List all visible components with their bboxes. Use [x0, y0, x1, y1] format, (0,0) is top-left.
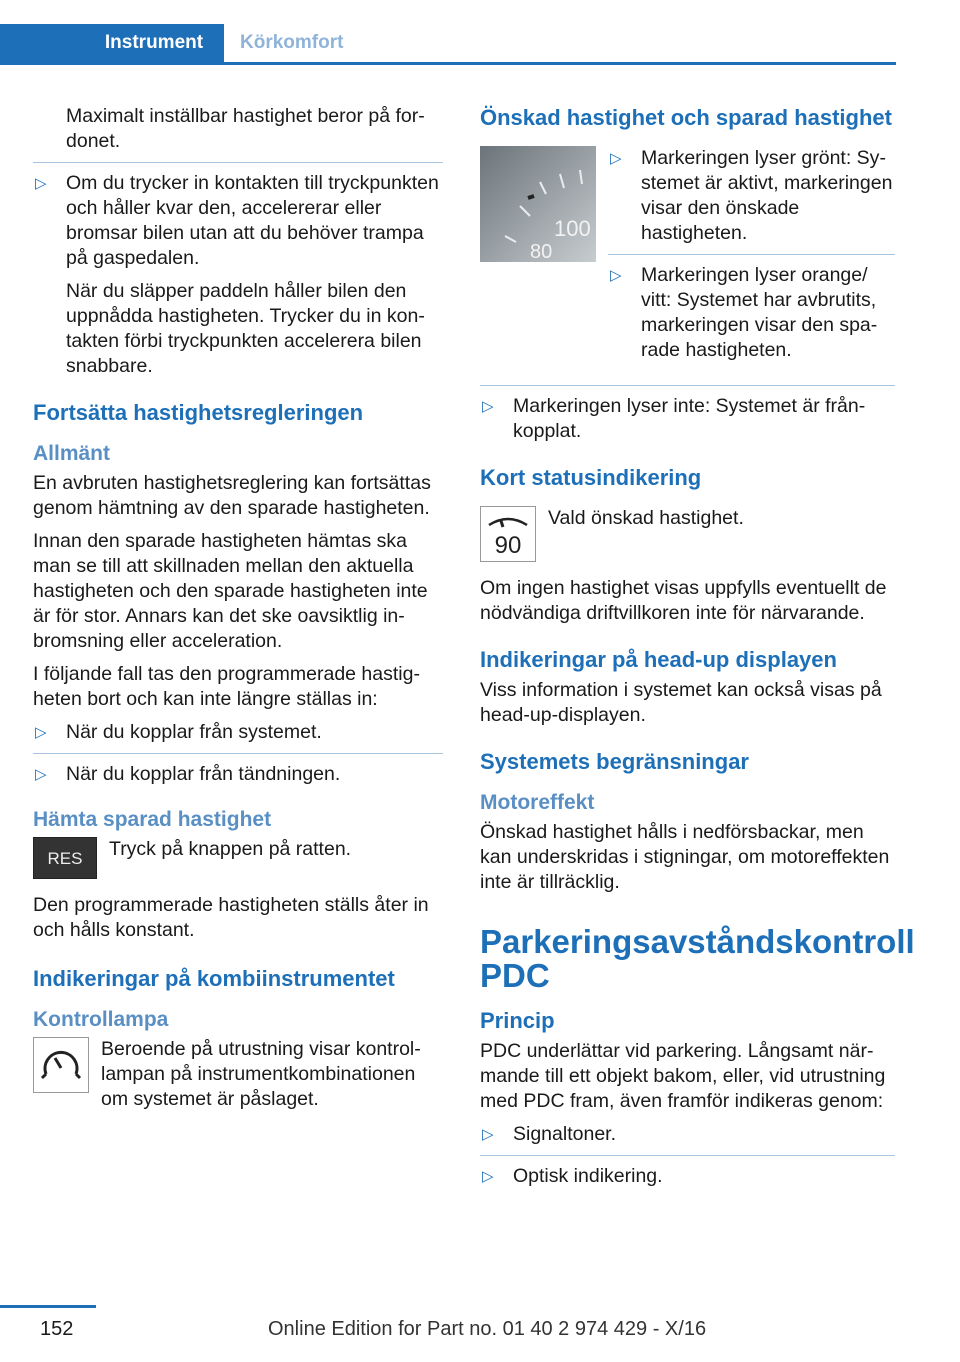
section-heading: Systemets begränsningar [480, 749, 749, 774]
chapter-heading: Parkeringsavståndskontroll PDC [480, 923, 915, 994]
gauge-label-100: 100 [554, 216, 591, 241]
section-heading: Princip [480, 1008, 555, 1033]
divider [608, 254, 895, 255]
section-heading: Kort statusindikering [480, 465, 702, 490]
footer-accent-line [0, 1305, 96, 1308]
paragraph: Beroende på utrustning visar kontrollampan på instrumentkombinationen om systemet är påslaget. [101, 1038, 421, 1110]
status-figure-row [480, 506, 895, 562]
tab-instrument[interactable]: Instrument [104, 32, 204, 53]
section-heading: Fortsätta hastighetsregleringen [33, 400, 364, 425]
bullet-item: ▷ Optisk indikering. [480, 1164, 895, 1189]
subsection-heading: Allmänt [33, 442, 111, 465]
section-heading: Indikeringar på head-up displayen [480, 647, 837, 672]
cruise-control-indicator-icon [33, 1037, 89, 1093]
header-tabbar [0, 24, 896, 65]
paragraph: När du släpper paddeln håller bilen den uppnådda hastigheten. Trycker du in kontakten förbi tryckpunkten accelerera bilen snabbare. [66, 280, 425, 377]
page-number: 152 [40, 1318, 74, 1340]
tab-korkomfort[interactable]: Körkomfort [240, 32, 344, 53]
bullet-item: ▷ Markeringen lyser grönt: Systemet är aktivt, markeringen visar den önskade hastigheten. [608, 146, 895, 246]
indicator-figure-row [33, 1037, 443, 1112]
right-column [480, 104, 915, 1197]
res-button-icon: RES [33, 837, 97, 879]
paragraph: En avbruten hastighetsreglering kan fortsättas genom hämtning av den sparade hastigheten. [33, 472, 431, 519]
gauge-description [608, 146, 895, 371]
res-figure-row [33, 837, 443, 879]
speedometer-image [480, 146, 596, 262]
paragraph: Vald önskad hastighet. [548, 507, 744, 529]
subsection-heading: Hämta sparad hastighet [33, 808, 272, 831]
paragraph: Önskad hastighet hålls i nedförsbackar, men kan underskridas i stigningar, om motoreffekten inte är tillräcklig. [480, 821, 890, 893]
bullet-item: ▷ När du kopplar från systemet. [33, 720, 443, 745]
left-column [33, 104, 443, 1126]
divider [480, 1155, 895, 1156]
paragraph: Tryck på knappen på ratten. [109, 838, 352, 860]
bullet-item: ▷ Markeringen lyser inte: Systemet är frånkopplat. [480, 394, 895, 444]
paragraph: Maximalt inställbar hastighet beror på fordonet. [66, 105, 425, 152]
paragraph: I följande fall tas den programmerade hastigheten bort och kan inte längre ställas in: [33, 663, 420, 710]
divider [33, 753, 443, 754]
section-heading: Indikeringar på kombiinstrumentet [33, 966, 395, 991]
subsection-heading: Kontrollampa [33, 1008, 169, 1031]
bullet-item: ▷ Markeringen lyser orange/ vitt: Systemet har avbrutits, markeringen visar den sparade hastigheten. [608, 263, 895, 363]
edition-footer: Online Edition for Part no. 01 40 2 974 429 - X/16 [268, 1318, 707, 1340]
icon-speed-value: 90 [494, 532, 522, 559]
gauge-figure-row [480, 146, 895, 371]
divider [33, 162, 443, 163]
bullet-item: ▷ När du kopplar från tändningen. [33, 762, 443, 787]
paragraph: Den programmerade hastigheten ställs åter in och hålls konstant. [33, 894, 429, 941]
subsection-heading: Motoreffekt [480, 791, 595, 814]
divider [480, 385, 895, 386]
paragraph: Om ingen hastighet visas uppfylls eventuellt de nödvändiga driftvillkoren inte för närvarande. [480, 577, 887, 624]
section-heading: Önskad hastighet och sparad hastighet [480, 105, 892, 130]
speed-90-icon [480, 506, 536, 562]
paragraph: Viss information i systemet kan också visas på head-up-displayen. [480, 679, 882, 726]
gauge-label-80: 80 [530, 241, 553, 262]
bullet-item: ▷ Om du trycker in kontakten till tryckpunkten och håller kvar den, accelererar eller bromsar bilen utan att du behöver trampa på gaspedalen. [33, 171, 443, 271]
paragraph: Innan den sparade hastigheten hämtas ska man se till att skillnaden mellan den aktuella hastigheten och den sparade hastigheten inte är för stor. Annars kan det ske oavsiktlig inbromsning eller acceleration. [33, 530, 428, 652]
bullet-item: ▷ Signaltoner. [480, 1122, 895, 1147]
paragraph: PDC underlättar vid parkering. Långsamt närmande till ett objekt bakom, eller, vid utrustning med PDC fram, även framför indikeras genom: [480, 1040, 886, 1112]
